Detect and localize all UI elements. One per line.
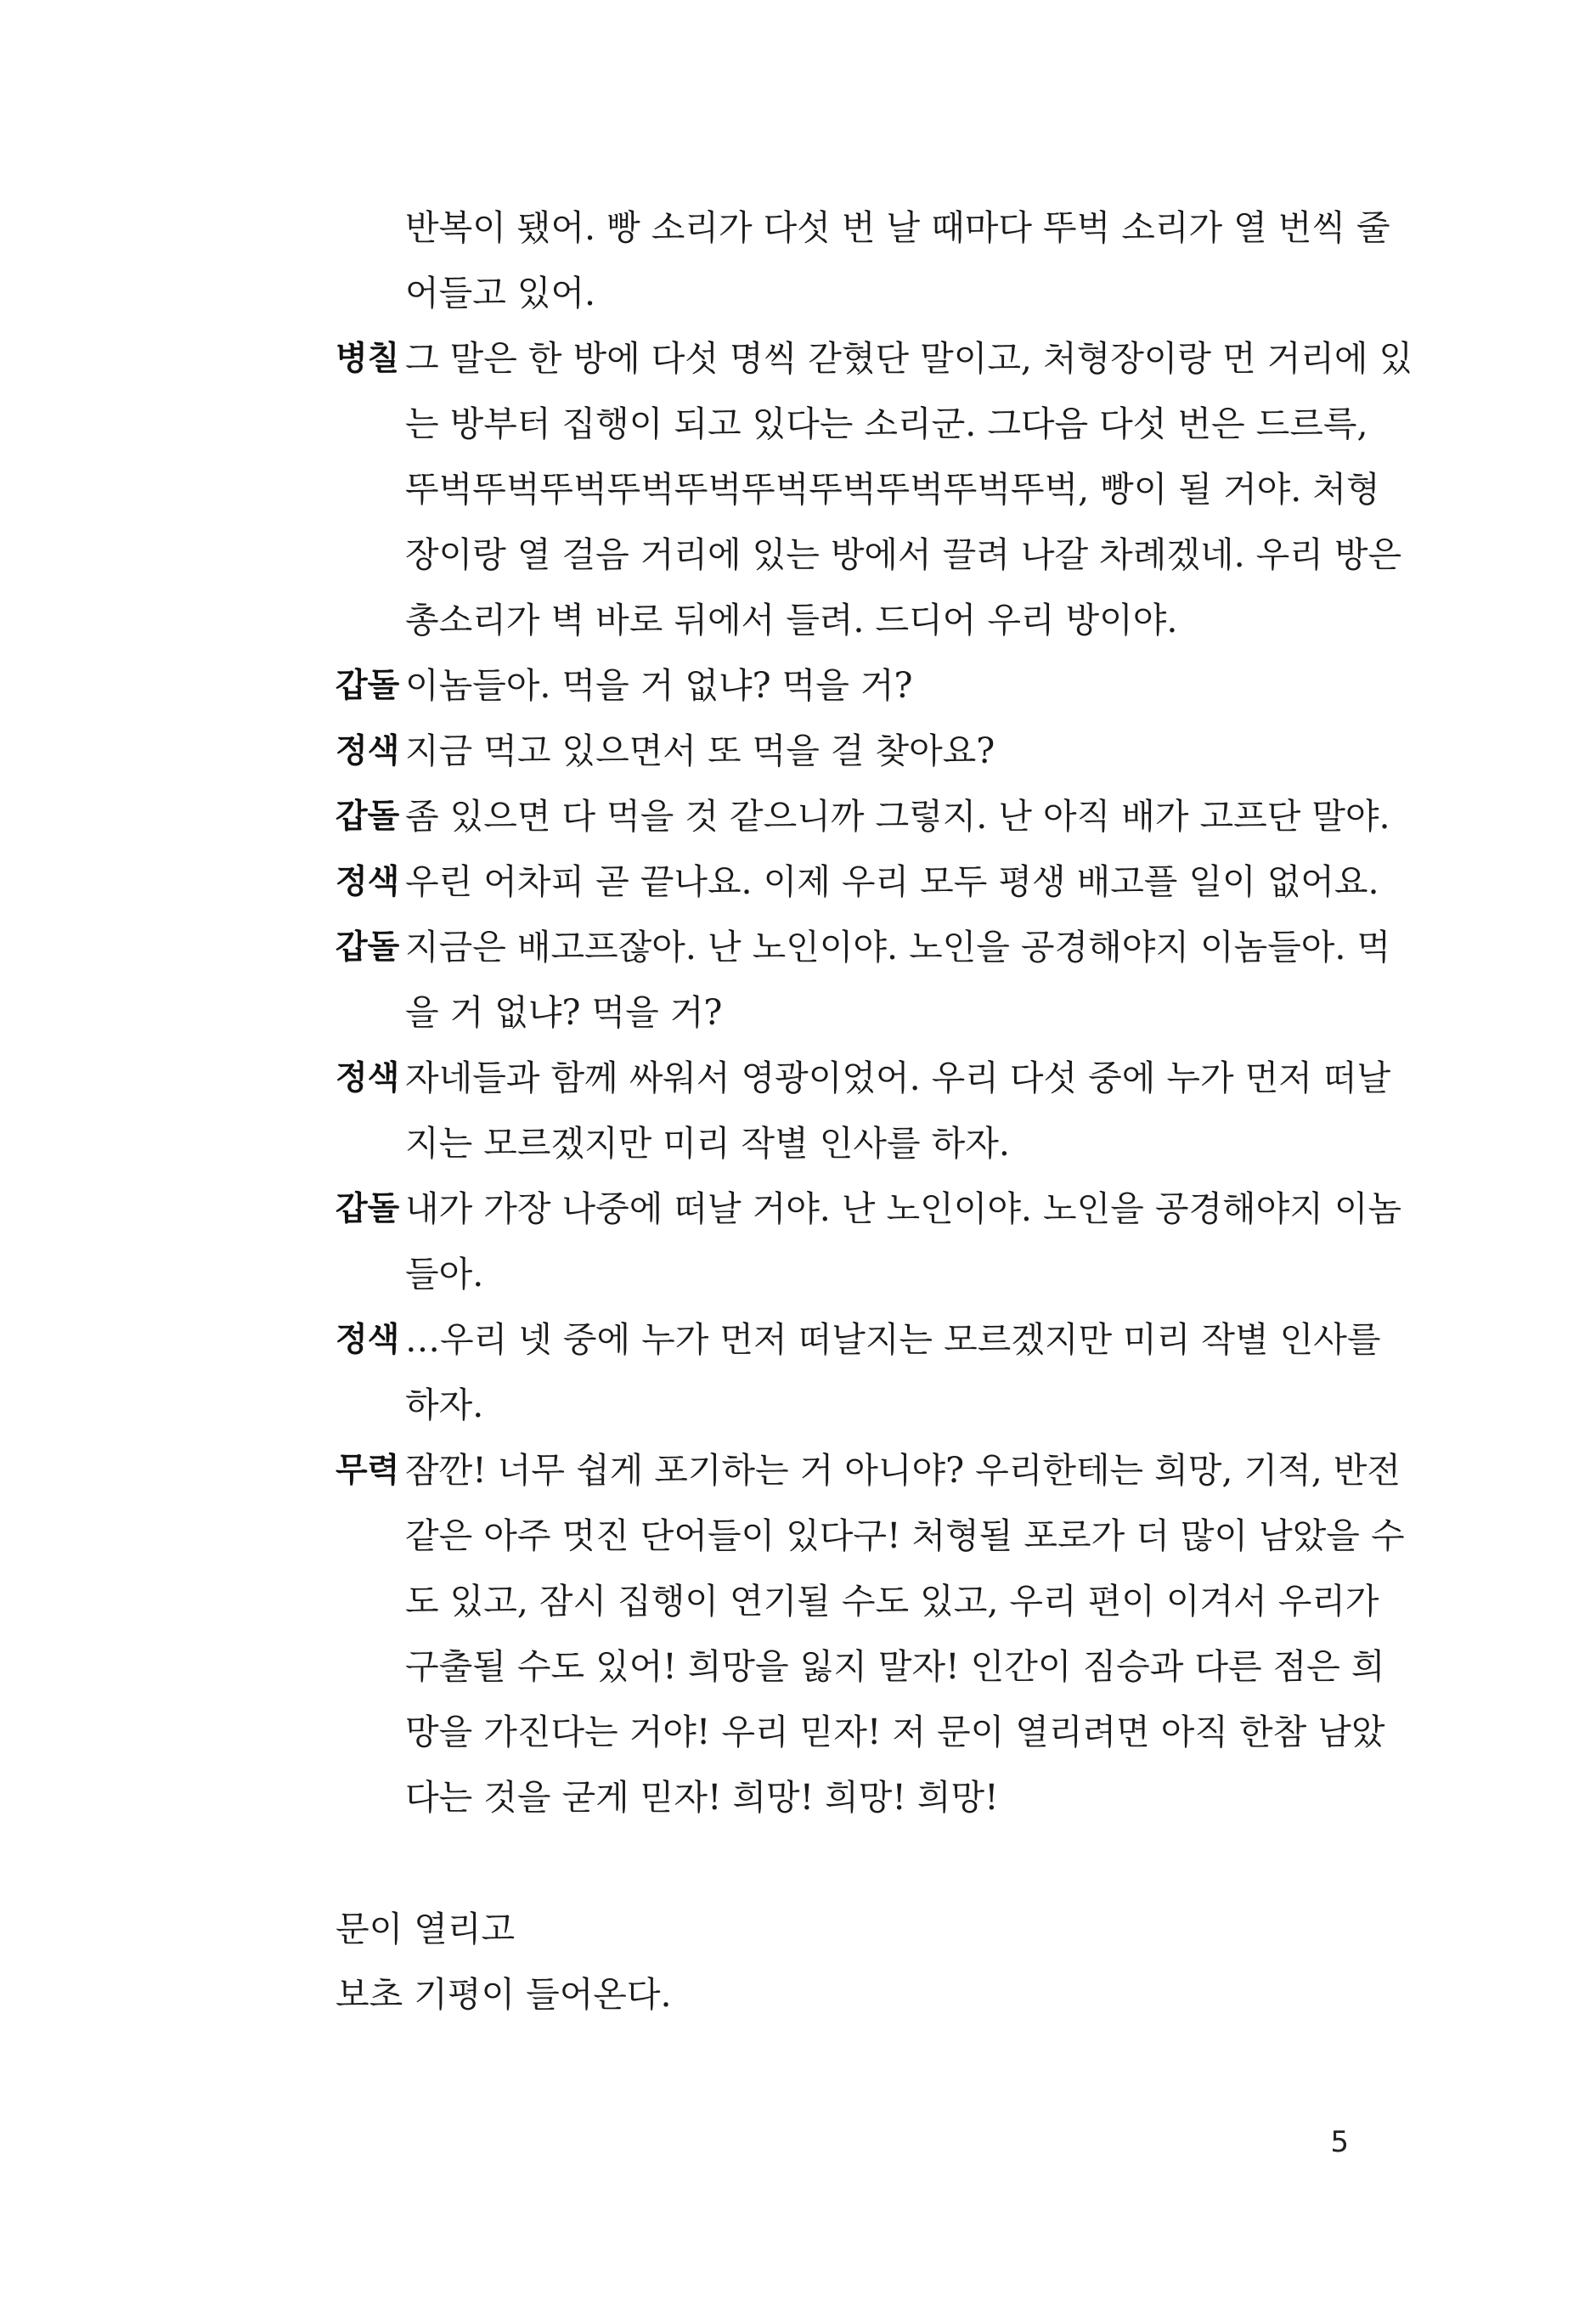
speech-line: 지금은 배고프잖아. 난 노인이야. 노인을 공경해야지 이놈들아. 먹 xyxy=(405,927,1391,967)
speaker-name: 정색 xyxy=(336,863,400,901)
dialogue-entry xyxy=(336,915,1391,1046)
speech-line: 망을 가진다는 거야! 우리 믿자! 저 문이 열리려면 아직 한참 남았 xyxy=(405,1712,1385,1752)
intro-line: 반복이 됐어. 빵 소리가 다섯 번 날 때마다 뚜벅 소리가 열 번씩 줄 xyxy=(405,207,1390,248)
dialogue-entry xyxy=(336,1046,1391,1176)
speech-text xyxy=(405,1307,1380,1438)
speech-line: 을 거 없냐? 먹을 거? xyxy=(405,992,723,1033)
speech-text xyxy=(405,849,1379,915)
speaker-name: 정색 xyxy=(336,1321,400,1359)
speech-line: 뚜벅뚜벅뚜벅뚜벅뚜벅뚜벅뚜벅뚜벅뚜벅뚜벅, 빵이 될 거야. 처형 xyxy=(405,469,1380,510)
dialogue-entry xyxy=(336,849,1379,915)
speech-line: 총소리가 벽 바로 뒤에서 들려. 드디어 우리 방이야. xyxy=(405,600,1178,640)
dialogue-entry xyxy=(336,326,1413,653)
speech-text xyxy=(405,1176,1401,1307)
speech-text xyxy=(405,719,1338,784)
speech-line: 그 말은 한 방에 다섯 명씩 갇혔단 말이고, 처형장이랑 먼 거리에 있 xyxy=(405,338,1413,379)
speaker-name: 정색 xyxy=(336,1059,400,1097)
speech-text xyxy=(405,915,1390,1046)
speech-text xyxy=(405,326,1413,653)
speech-line: 구출될 수도 있어! 희망을 잃지 말자! 인간이 짐승과 다른 점은 희 xyxy=(405,1646,1385,1687)
dialogue-entry xyxy=(336,1176,1402,1307)
speech-text xyxy=(405,784,1390,849)
speaker-name: 갑돌 xyxy=(336,798,400,836)
speaker-name: 병칠 xyxy=(336,340,400,378)
speech-text xyxy=(405,1438,1405,1830)
intro-line: 어들고 있어. xyxy=(405,273,596,313)
stage-direction-line: 문이 열리고 xyxy=(336,1909,516,1949)
speech-text xyxy=(405,1046,1390,1176)
dialogue-entry xyxy=(336,784,1390,849)
speech-line: 우린 어차피 곧 끝나요. 이제 우리 모두 평생 배고플 일이 없어요. xyxy=(405,861,1379,902)
speaker-name: 갑돌 xyxy=(336,928,400,967)
speech-line: 들아. xyxy=(405,1254,484,1295)
speech-line: 지는 모르겠지만 미리 작별 인사를 하자. xyxy=(405,1123,1010,1164)
speech-line: 자네들과 함께 싸워서 영광이었어. 우리 다섯 중에 누가 먼저 떠날 xyxy=(405,1058,1391,1098)
script-text xyxy=(336,195,1413,2028)
speaker-name: 정색 xyxy=(336,732,400,770)
speaker-name: 갑돌 xyxy=(336,667,400,705)
dialogue-entry xyxy=(336,653,1338,719)
speech-line: 장이랑 열 걸음 거리에 있는 방에서 끌려 나갈 차례겠네. 우리 방은 xyxy=(405,534,1402,575)
section-spacer xyxy=(336,1830,1338,1897)
speech-line: 잠깐! 너무 쉽게 포기하는 거 아니야? 우리한테는 희망, 기적, 반전 xyxy=(405,1450,1401,1491)
speaker-name: 무력 xyxy=(336,1452,400,1490)
speech-line: 같은 아주 멋진 단어들이 있다구! 처형될 포로가 더 많이 남았을 수 xyxy=(405,1515,1405,1556)
speech-line: 는 방부터 집행이 되고 있다는 소리군. 그다음 다섯 번은 드르륵, xyxy=(405,403,1368,444)
dialogue-entry xyxy=(336,1438,1405,1830)
speech-line: 지금 먹고 있으면서 또 먹을 걸 찾아요? xyxy=(405,730,995,771)
speech-line: 내가 가장 나중에 떠날 거야. 난 노인이야. 노인을 공경해야지 이놈 xyxy=(405,1188,1402,1229)
speech-text xyxy=(405,653,1338,719)
page-number: 5 xyxy=(1330,2125,1349,2159)
speech-line: 이놈들아. 먹을 거 없냐? 먹을 거? xyxy=(405,665,913,706)
speech-line: 하자. xyxy=(405,1385,484,1425)
dialogue-entry xyxy=(336,1307,1381,1438)
speech-line: 도 있고, 잠시 집행이 연기될 수도 있고, 우리 편이 이겨서 우리가 xyxy=(405,1581,1379,1622)
speech-line: …우리 넷 중에 누가 먼저 떠날지는 모르겠지만 미리 작별 인사를 xyxy=(405,1319,1381,1360)
speech-line: 좀 있으면 다 먹을 것 같으니까 그렇지. 난 아직 배가 고프단 말야. xyxy=(405,796,1390,837)
dialogue-entry xyxy=(336,719,1338,784)
speaker-name: 갑돌 xyxy=(336,1190,400,1228)
stage-direction-line: 보초 기평이 들어온다. xyxy=(336,1974,672,2015)
speech-line: 다는 것을 굳게 믿자! 희망! 희망! 희망! xyxy=(405,1777,999,1818)
